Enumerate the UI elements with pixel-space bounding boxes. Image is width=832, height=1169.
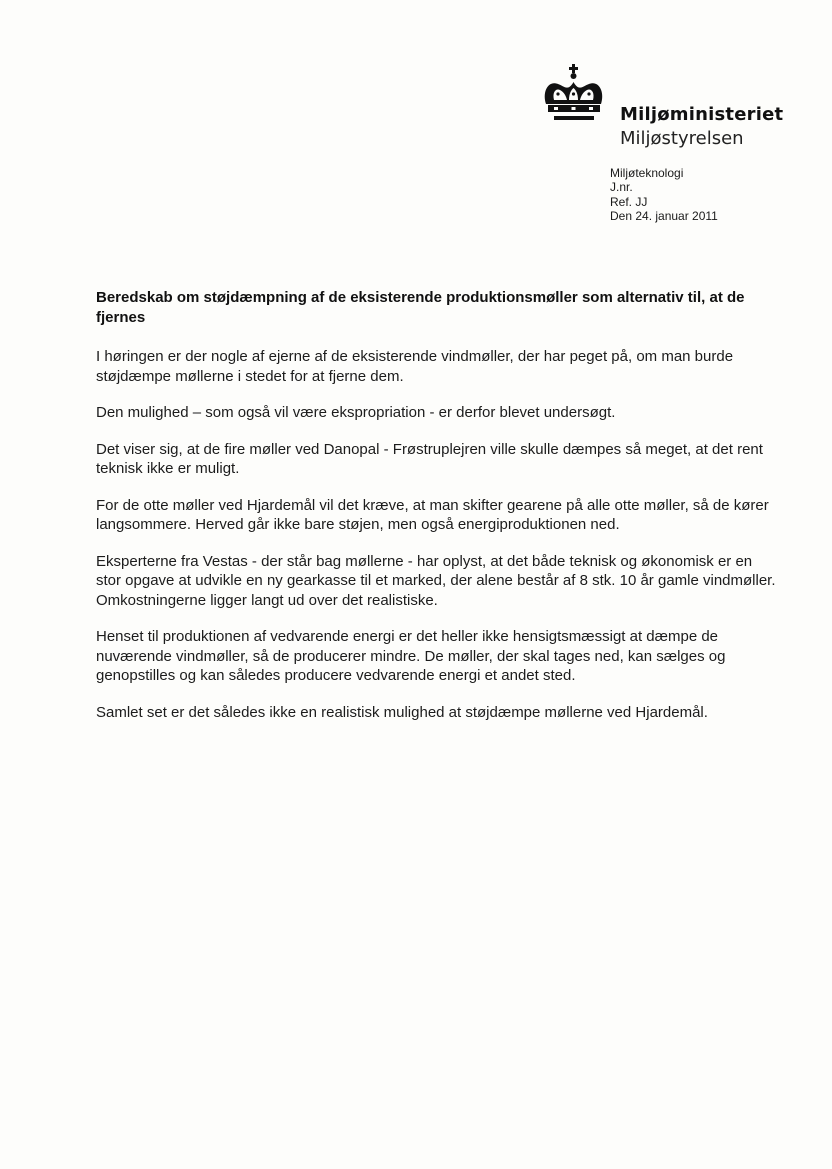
letter-body	[96, 288, 776, 739]
letter-heading: Beredskab om støjdæmpning af de eksisterende produktionsmøller som alternativ til, at de fjernes	[96, 289, 745, 326]
paragraph: For de otte møller ved Hjardemål vil det kræve, at man skifter gearene på alle otte møller, så de kører langsommere. Herved går ikke bare støjen, men også energiproduktionen ned.	[96, 496, 769, 533]
ministry-name: Miljøministeriet	[620, 104, 784, 125]
paragraph: Den mulighed – som også vil være ekspropriation - er derfor blevet undersøgt.	[96, 404, 616, 421]
paragraph: I høringen er der nogle af ejerne af de eksisterende vindmøller, der har peget på, om man burde støjdæmpe møllerne i stedet for at fjerne dem.	[96, 348, 734, 385]
reference: Ref. JJ	[610, 194, 648, 209]
paragraph: Det viser sig, at de fire møller ved Danopal - Frøstruplejren ville skulle dæmpes så meget, at det rent teknisk ikke er muligt.	[96, 440, 763, 477]
crown-logo-icon	[540, 64, 608, 126]
letter-date: Den 24. januar 2011	[610, 208, 718, 223]
journal-number: J.nr.	[610, 180, 633, 195]
agency-name: Miljøstyrelsen	[620, 128, 744, 149]
letter-meta	[610, 166, 718, 223]
paragraph: Henset til produktionen af vedvarende energi er det heller ikke hensigtsmæssigt at dæmpe de nuværende vindmøller, så de producerer mindre. De møller, der skal tages ned, kan sælges og genopstilles og kan således producere vedvarende energi et andet sted.	[96, 628, 726, 684]
department-label: Miljøteknologi	[610, 166, 684, 180]
paragraph: Eksperterne fra Vestas - der står bag møllerne - har oplyst, at det både teknisk og økonomisk er en stor opgave at udvikle en ny gearkasse til et marked, der alene består af 8 stk. 10 år gamle vindmøller. Omkostningerne ligger langt ud over det realistiske.	[96, 552, 776, 609]
paragraph: Samlet set er det således ikke en realistisk mulighed at støjdæmpe møllerne ved Hjardemål.	[96, 703, 708, 721]
